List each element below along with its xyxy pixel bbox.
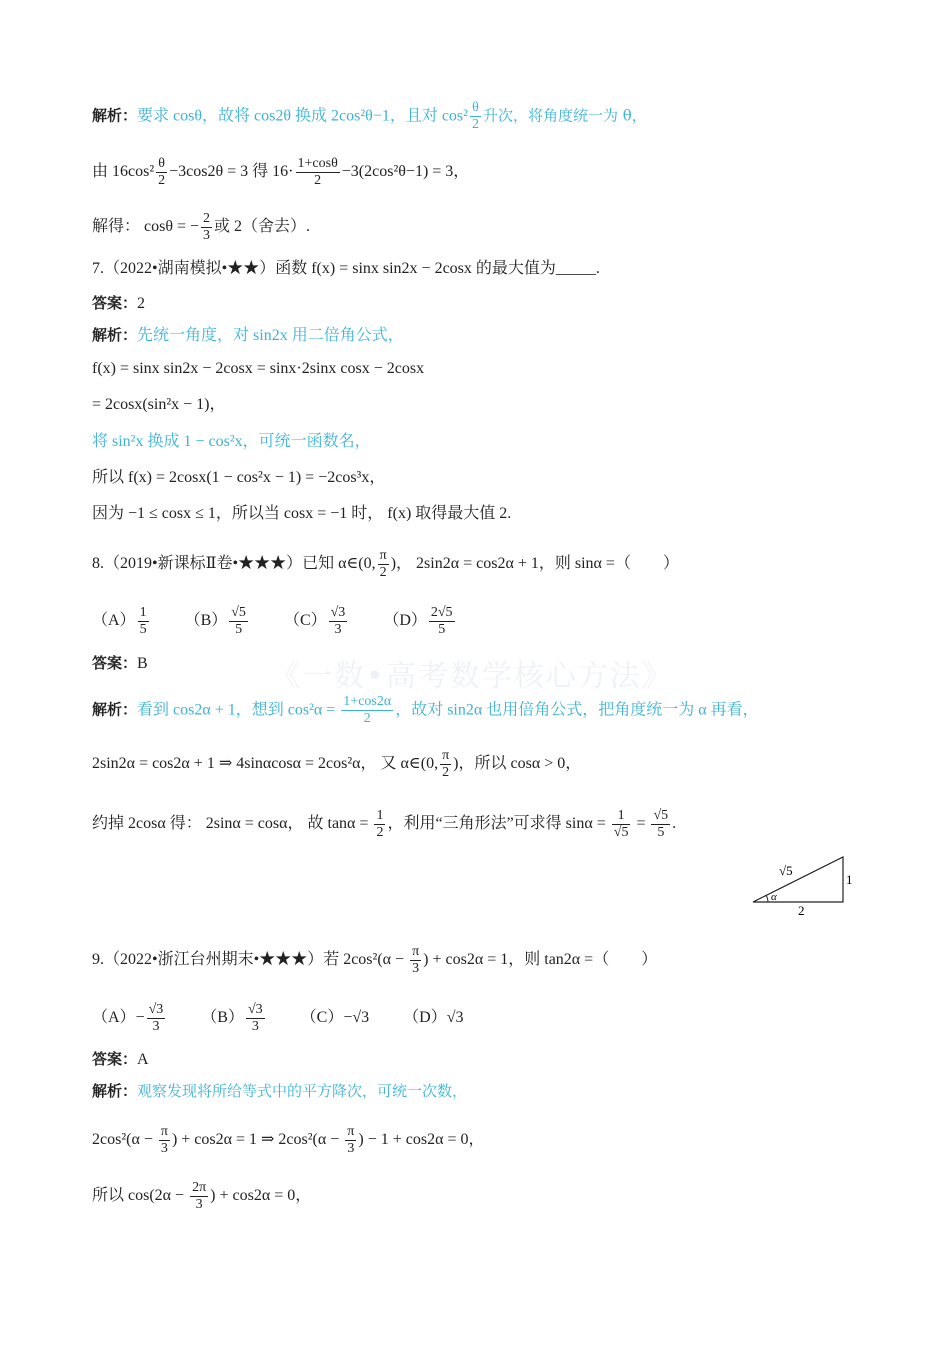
option-b[interactable]: （B） $\frac{√3}{3}$ [201,1002,263,1034]
question-7-eq4: 因为 −1 ≤ cosx ≤ 1，所以当 cosx = −1 时， f(x) 取得最大值 2. [92,505,512,522]
question-9-eq1: 2cos²(α − $\frac{\pi}{3}$ ) + cos2α = 1 ⇒ 2cos²(α − $\frac{\pi}{3}$ ) − 1 + cos2α = 0， [92,1124,485,1156]
option-a[interactable]: （A）− $\frac{√3}{3}$ [92,1002,164,1034]
question-7-title: 7.（2022•湖南模拟•★★）函数 f(x) = sinx sin2x − 2cosx 的最大值为_____. [92,260,600,277]
analysis-text-tail: 升次，将角度统一为 θ， [482,106,647,125]
fraction: $\frac{\theta}{2}$ [471,100,479,132]
watermark: 《一数•高考数学核心方法》 [270,659,674,694]
solution-line: 解得： cosθ = − $\frac{2}{3}$ 或 2（舍去）. [92,211,311,243]
triangle-adjacent-label: 2 [798,903,805,918]
option-d[interactable]: （D）√3 [403,1009,464,1027]
question-8-answer: 答案：B [92,654,148,672]
fraction: $\frac{\theta}{2}$ [158,156,166,188]
option-a[interactable]: （A） $\frac{1}{5}$ [92,605,147,637]
question-7-eq2: = 2cosx(sin²x − 1)， [92,396,226,413]
question-9-eq2: 所以 cos(2α − $\frac{2\pi}{3}$ ) + cos2α = 0， [92,1180,312,1212]
question-7-eq1: f(x) = sinx sin2x − 2cosx = sinx·2sinx cosx − 2cosx [92,360,425,377]
angle-arc [766,895,768,902]
fraction: $\frac{\pi}{2}$ [442,748,450,780]
fraction: $\frac{2\pi}{3}$ [192,1180,207,1212]
fraction: $\frac{1}{2}$ [376,808,384,840]
question-9-answer: 答案：A [92,1050,149,1068]
question-8-options [92,605,487,638]
equation-line: 由 16cos² $\frac{\theta}{2}$ −3cos2θ = 3 得 16· $\frac{1+\cos\theta}{2}$ −3(2cos²θ−1) = 3， [92,156,470,188]
analysis-text: 要求 cosθ，故将 cos2θ 换成 2cos²θ−1，且对 cos² [137,107,468,125]
question-7-answer: 答案：2 [92,294,146,312]
question-7-blue-note: 将 sin²x 换成 1 − cos²x，可统一函数名， [92,433,371,450]
question-7-eq3: 所以 f(x) = 2cosx(1 − cos²x − 1) = −2cos³x， [92,469,386,486]
right-triangle-diagram [748,852,863,922]
triangle-opposite-label: 1 [846,872,853,887]
analysis-label: 解析： [92,106,138,125]
question-8-eq2: 约掉 2cosα 得： 2sinα = cosα， 故 tanα = $\frac{1}{2}$ ，利用“三角形法”可求得 sinα = $\frac{1}{√5}$ = $\frac{√5}{5}$ . [92,808,677,840]
fraction: $\frac{\pi}{3}$ [412,944,420,976]
analysis-line-1 [92,100,647,133]
fraction: $\frac{1}{√5}$ [613,808,629,840]
question-9-options [92,1002,494,1035]
question-8-analysis: 解析：看到 cos2α + 1，想到 cos²α = $\frac{1+\cos 2\alpha}{2}$ ，故对 sin2α 也用倍角公式，把角度统一为 α 再看， [92,694,759,726]
question-9-analysis: 解析：观察发现将所给等式中的平方降次，可统一次数， [92,1082,468,1100]
question-8-title: 8.（2019•新课标Ⅱ卷•★★★）已知 α∈(0, $\frac{\pi}{2}$ )， 2sin2α = cos2α + 1，则 sinα =（ ） [92,548,679,580]
question-8-eq1: 2sin2α = cos2α + 1 ⇒ 4sinαcosα = 2cos²α， 又 α∈(0, $\frac{\pi}{2}$ )，所以 cosα > 0， [92,748,582,780]
triangle-angle-label: α [771,891,777,903]
fraction: $\frac{\pi}{3}$ [347,1124,355,1156]
fraction: $\frac{\pi}{3}$ [160,1124,168,1156]
fraction: $\frac{1+\cos\theta}{2}$ [297,156,338,188]
fraction: $\frac{1+\cos 2\alpha}{2}$ [343,694,392,726]
question-9-title: 9.（2022•浙江台州期末•★★★）若 2cos²(α − $\frac{\pi}{3}$ ) + cos2α = 1，则 tan2α =（ ） [92,944,658,976]
fraction: $\frac{√5}{5}$ [653,808,669,840]
option-c[interactable]: （C）−√3 [300,1009,370,1027]
question-7-analysis: 解析：先统一角度，对 sin2x 用二倍角公式， [92,326,404,344]
option-b[interactable]: （B） $\frac{√5}{5}$ [184,605,246,637]
fraction: $\frac{2}{3}$ [203,211,211,243]
option-d[interactable]: （D） $\frac{2√5}{5}$ [383,605,453,637]
triangle-hypotenuse-label: √5 [779,863,793,878]
option-c[interactable]: （C） $\frac{√3}{3}$ [283,605,346,637]
fraction: $\frac{\pi}{2}$ [379,548,387,580]
